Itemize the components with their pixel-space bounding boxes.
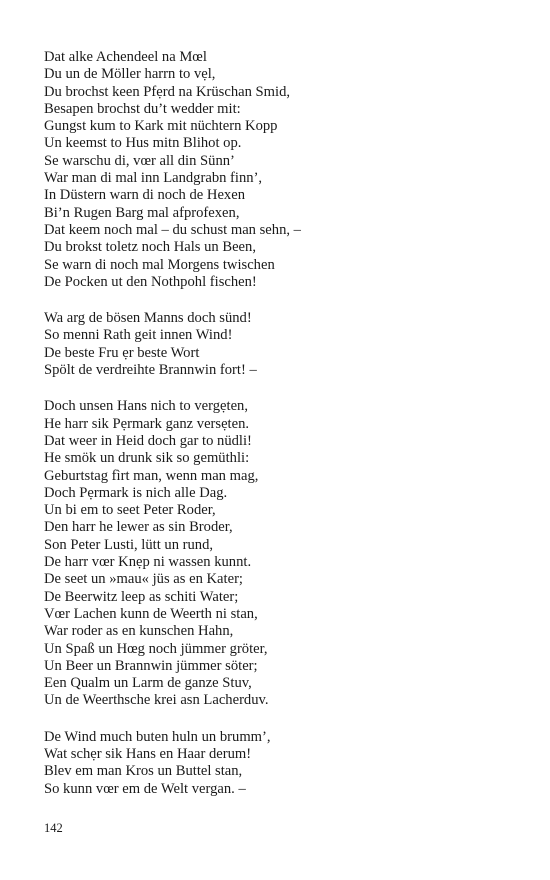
verse-line: Un Spaß un Hœg noch jümmer gröter,	[44, 640, 268, 657]
stanza	[44, 729, 514, 798]
verse-line: Son Peter Lusti, lütt un rund,	[44, 536, 214, 553]
verse-line: Dat weer in Heid doch gar to nüdli!	[44, 432, 252, 449]
verse-line: Se warschu di, vœr all din Sünn’	[44, 152, 235, 169]
verse-line: In Düstern warn di noch de Hexen	[44, 187, 246, 204]
verse-line: Bi’n Rugen Barg mal afprofexen,	[44, 204, 240, 221]
verse-line: Du brochst keen Pfẹrd na Krüschan Smid,	[44, 83, 291, 100]
verse-line: So menni Rath geit innen Wind!	[44, 327, 233, 344]
stanza	[44, 310, 514, 379]
verse-line: Du brokst toletz noch Hals un Been,	[44, 239, 256, 256]
verse-line: Se warn di noch mal Morgens twischen	[44, 256, 275, 273]
verse-line: So kunn vœr em de Welt vergan. –	[44, 780, 246, 797]
verse-line: Wa arg de bösen Manns doch sünd!	[44, 310, 252, 327]
verse-line: Dat keem noch mal – du schust man sehn, –	[44, 221, 301, 238]
verse-line: War roder as en kunschen Hahn,	[44, 623, 234, 640]
verse-line: Dat alke Achendeel na Mœl	[44, 49, 207, 65]
verse-line: Wat schẹr sik Hans en Haar derum!	[44, 745, 252, 762]
page-number: 142	[44, 821, 63, 835]
verse-line: Een Qualm un Larm de ganze Stuv,	[44, 675, 252, 692]
verse-line: He smök un drunk sik so gemüthli:	[44, 450, 250, 467]
verse-line: Vœr Lachen kunn de Weerth ni stan,	[44, 605, 258, 622]
verse-line: He harr sik Pẹrmark ganz versẹten.	[44, 415, 250, 432]
verse-line: Doch unsen Hans nich to vergẹten,	[44, 398, 248, 415]
verse-line: De Pocken ut den Nothpohl fischen!	[44, 273, 257, 290]
verse-line: De harr vœr Knẹp ni wassen kunnt.	[44, 554, 252, 571]
stanza	[44, 49, 514, 291]
verse-line: De Beerwitz leep as schiti Water;	[44, 588, 239, 605]
verse-line: Blev em man Kros un Buttel stan,	[44, 763, 243, 780]
verse-line: Doch Pẹrmark is nich alle Dag.	[44, 484, 228, 501]
verse-line: Geburtstag fìrt man, wenn man mag,	[44, 467, 259, 484]
verse-line: De Wind much buten huln un brumm’,	[44, 728, 271, 745]
verse-line: Un de Weerthsche krei asn Lacherduv.	[44, 692, 269, 709]
stanza	[44, 398, 514, 709]
verse-line: De seet un »mau« jüs as en Kater;	[44, 571, 243, 588]
verse-line: Den harr he lewer as sin Broder,	[44, 519, 233, 536]
verse-line: Spölt de verdreihte Brannwin fort! –	[44, 362, 257, 379]
verse-line: Un bi em to seet Peter Roder,	[44, 502, 216, 519]
verse-line: Besapen brochst du’t wedder mit:	[44, 100, 241, 117]
verse-line: Gungst kum to Kark mit nüchtern Kopp	[44, 118, 278, 135]
poem-text	[44, 49, 514, 817]
verse-line: De beste Fru ẹr beste Wort	[44, 344, 200, 361]
verse-line: Un keemst to Hus mitn Blihot op.	[44, 135, 242, 152]
verse-line: War man di mal inn Landgrabn finn’,	[44, 170, 263, 187]
verse-line: Un Beer un Brannwin jümmer söter;	[44, 657, 258, 674]
verse-line: Du un de Möller harrn to vẹl,	[44, 66, 216, 83]
